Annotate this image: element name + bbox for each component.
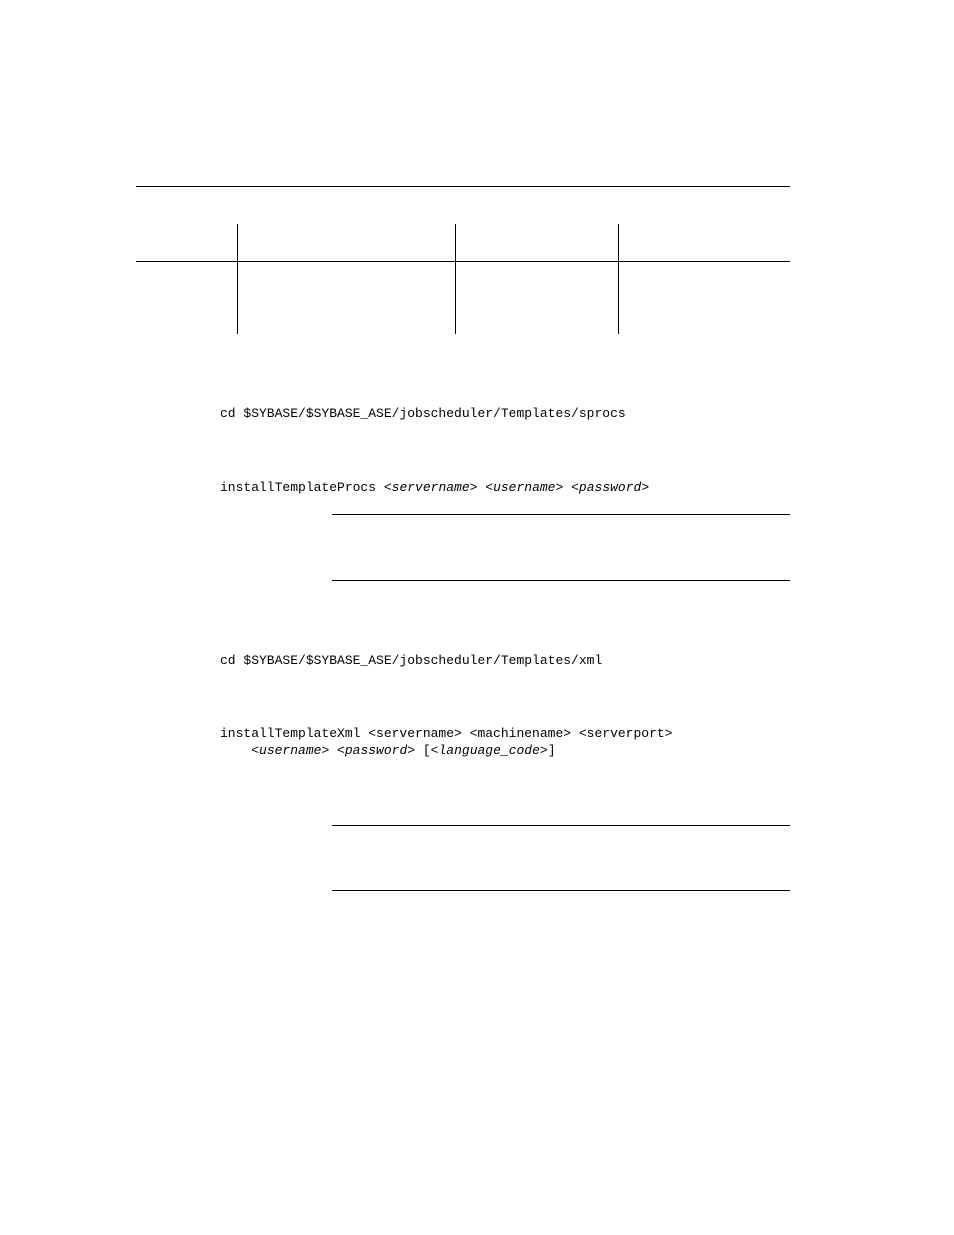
syntax-token: > [469,480,478,495]
cd-xml-command: cd $SYBASE/$SYBASE_ASE/jobscheduler/Templates/xml [220,653,603,668]
syntax-token: < [563,480,579,495]
syntax-token: < [477,480,494,495]
install-xml-command [220,725,672,759]
note-box-2-bottom-rule [332,890,790,891]
syntax-token: > [< [407,743,439,758]
syntax-token: > [641,480,650,495]
install-xml-line-1: installTemplateXml <servername> <machinename> <serverport> [220,726,673,741]
syntax-token: < [376,480,392,495]
syntax-token: > < [321,743,345,758]
table-column-divider-3 [618,224,619,334]
note-box-1-bottom-rule [332,580,790,581]
username-placeholder: username [259,743,322,758]
syntax-token: >] [539,743,556,758]
servername-placeholder: servername [391,480,470,495]
install-procs-command [220,479,649,496]
syntax-token: < [220,743,260,758]
syntax-token: > [555,480,564,495]
username-placeholder: username [493,480,556,495]
note-box-2-top-rule [332,825,790,826]
language-code-placeholder: language_code [438,743,540,758]
cd-sprocs-command: cd $SYBASE/$SYBASE_ASE/jobscheduler/Templates/sprocs [220,406,626,421]
install-procs-name: installTemplateProcs [220,480,377,495]
table-header-divider [136,261,790,262]
table-column-divider-2 [455,224,456,334]
password-placeholder: password [578,480,642,495]
note-box-1-top-rule [332,514,790,515]
password-placeholder: password [344,743,408,758]
top-rule [136,186,790,187]
table-column-divider-1 [237,224,238,334]
